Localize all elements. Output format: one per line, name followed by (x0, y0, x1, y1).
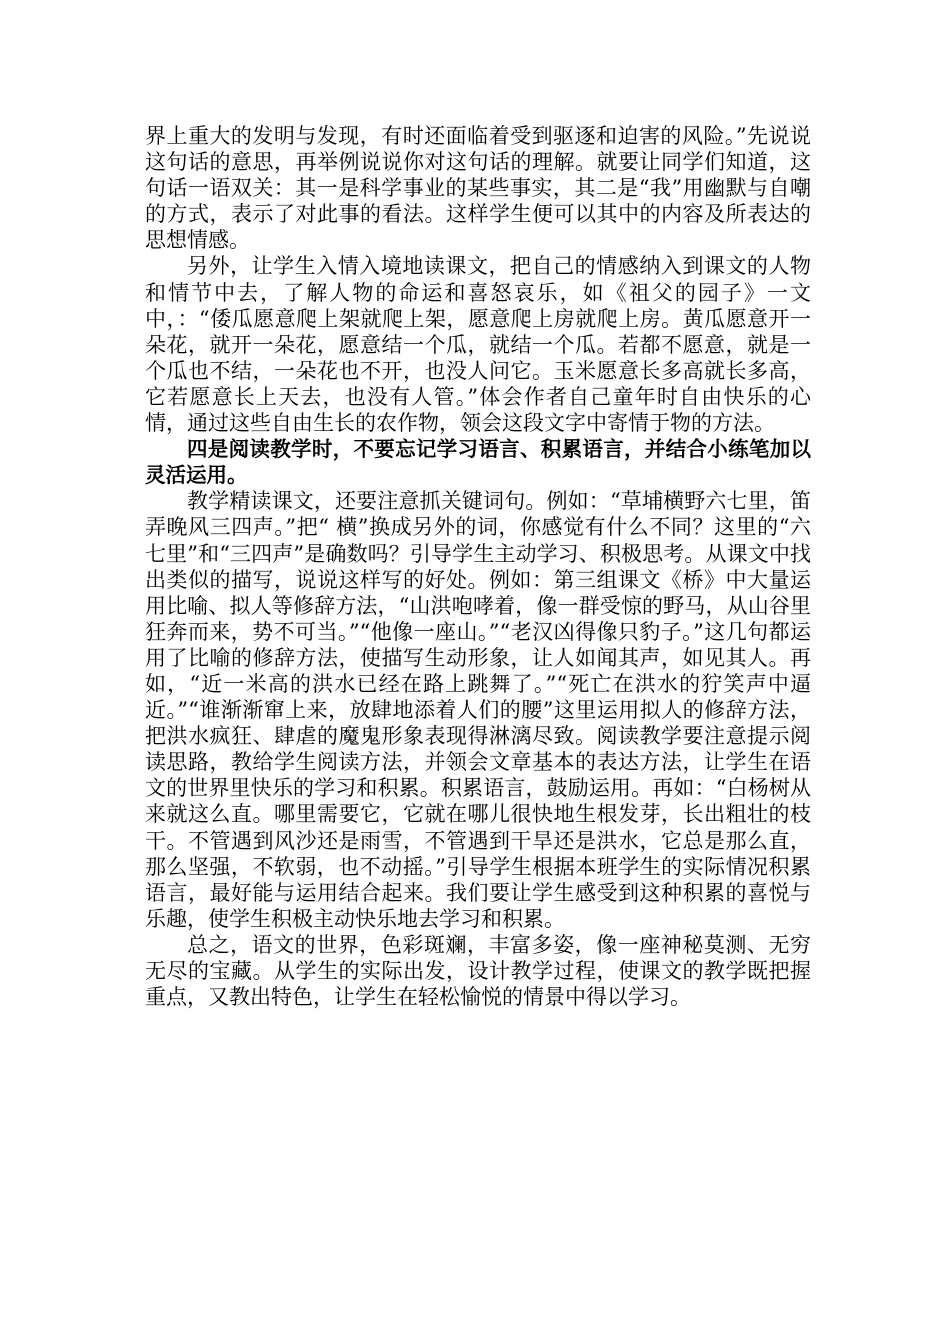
paragraph-conclusion: 总之，语文的世界，色彩斑斓，丰富多姿，像一座神秘莫测、无穷无尽的宝藏。从学生的实际出发，设计教学过程，使课文的教学既把握重点，又教出特色，让学生在轻松愉悦的情景中得以学习。 (145, 932, 811, 1010)
paragraph-immersive-reading: 另外，让学生入情入境地读课文，把自己的情感纳入到课文的人物和情节中去，了解人物的命运和喜怒哀乐，如《祖父的园子》一文中，：“倭瓜愿意爬上架就爬上架，愿意爬上房就爬上房。黄瓜愿意开一朵花，就开一朵花，愿意结一个瓜，就结一个瓜。若都不愿意，就是一个瓜也不结，一朵花也不开，也没人问它。玉米愿意长多高就长多高，它若愿意长上天去，也没有人管。”体会作者自己童年时自由快乐的心情，通过这些自由生长的农作物，领会这段文字中寄情于物的方法。 (145, 254, 811, 436)
paragraph-continuation: 界上重大的发明与发现，有时还面临着受到驱逐和迫害的风险。”先说说这句话的意思，再举例说说你对这句话的理解。就要让同学们知道，这句话一语双关：其一是科学事业的某些事实，其二是“我”用幽默与自嘲的方式，表示了对此事的看法。这样学生便可以其中的内容及所表达的思想情感。 (145, 124, 811, 253)
section-heading-point-four: 四是阅读教学时，不要忘记学习语言、积累语言，并结合小练笔加以灵活运用。 (145, 437, 811, 488)
document-body (145, 123, 811, 1010)
paragraph-key-words: 教学精读课文，还要注意抓关键词句。例如：“草埔横野六七里，笛弄晚风三四声。”把“ 横”换成另外的词，你感觉有什么不同？这里的“六七里”和“三四声”是确数吗？引导学生主动学习、积极思考。从课文中找出类似的描写，说说这样写的好处。例如：第三组课文《桥》中大量运用比喻、拟人等修辞方法，“山洪咆哮着，像一群受惊的野马，从山谷里狂奔而来，势不可当。”“他像一座山。”“老汉凶得像只豹子。”这几句都运用了比喻的修辞方法，使描写生动形象，让人如闻其声，如见其人。再如，“近一米高的洪水已经在路上跳舞了。”“死亡在洪水的狞笑声中逼近。”“谁渐渐窜上来，放肆地添着人们的腰”这里运用拟人的修辞方法，把洪水疯狂、肆虐的魔鬼形象表现得淋漓尽致。阅读教学要注意提示阅读思路，教给学生阅读方法，并领会文章基本的表达方法，让学生在语文的世界里快乐的学习和积累。积累语言，鼓励运用。再如：“白杨树从来就这么直。哪里需要它，它就在哪儿很快地生根发芽，长出粗壮的枝干。不管遇到风沙还是雨雪，不管遇到干旱还是洪水，它总是那么直，那么坚强，不软弱，也不动摇。”引导学生根据本班学生的实际情况积累语言，最好能与运用结合起来。我们要让学生感受到这种积累的喜悦与乐趣，使学生积极主动快乐地去学习和积累。 (145, 489, 811, 931)
